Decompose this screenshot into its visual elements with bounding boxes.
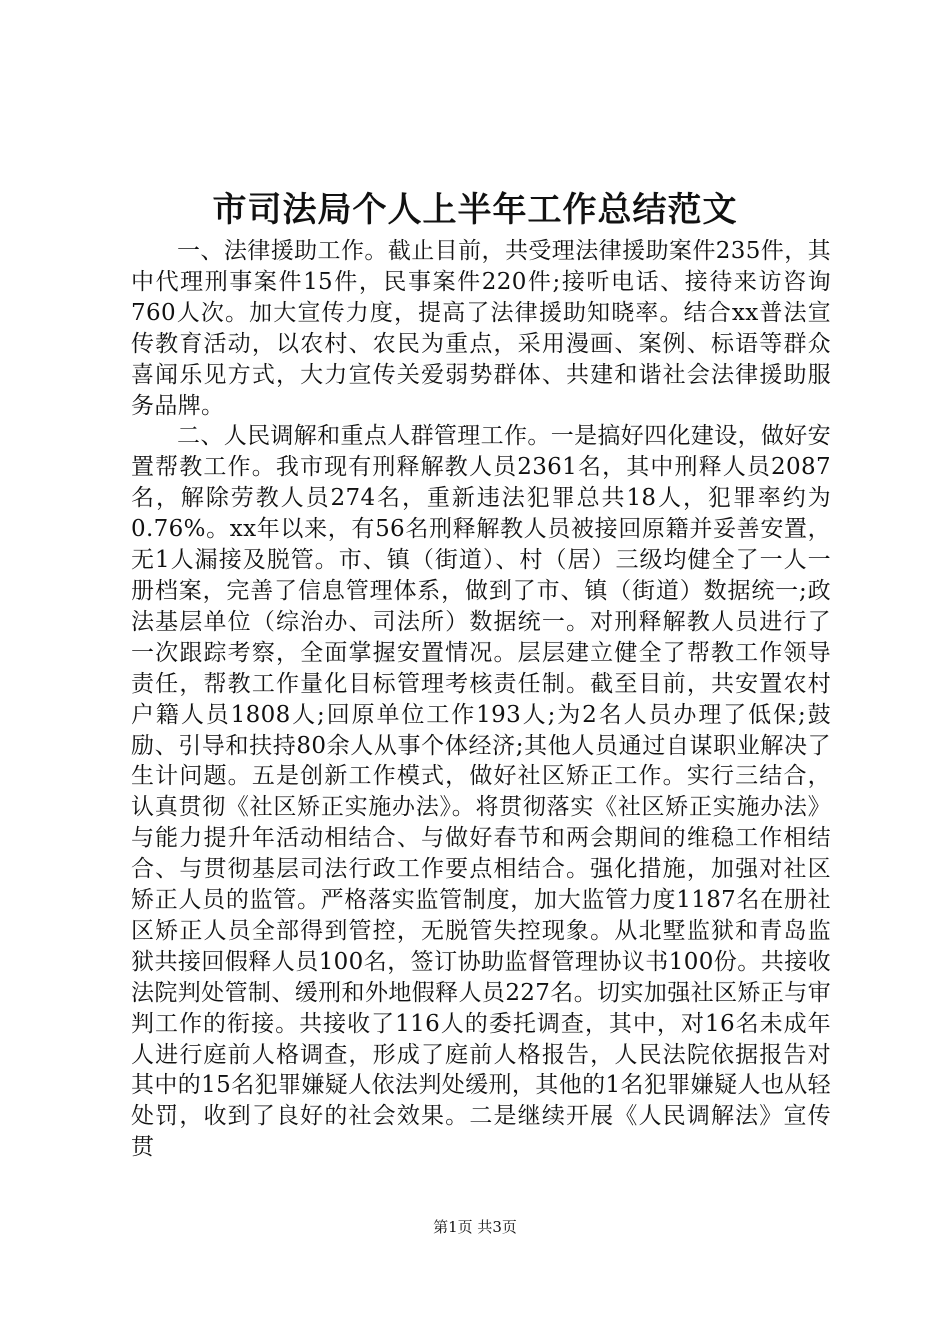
page-number-footer: 第1页 共3页 (433, 1218, 517, 1236)
document-body (131, 236, 831, 1163)
paragraph-legal-aid: 一、法律援助工作。截止目前，共受理法律援助案件235件，其中代理刑事案件15件，民事案件220件;接听电话、接待来访咨询760人次。加大宣传力度，提高了法律援助知晓率。结合xx普法宣传教育活动，以农村、农民为重点，采用漫画、案例、标语等群众喜闻乐见方式，大力宣传关爱弱势群体、共建和谐社会法律援助服务品牌。 (131, 238, 831, 419)
paragraph-mediation: 二、人民调解和重点人群管理工作。一是搞好四化建设，做好安置帮教工作。我市现有刑释解教人员2361名，其中刑释人员2087名，解除劳教人员274名，重新违法犯罪总共18人，犯罪率约为0.76%。xx年以来，有56名刑释解教人员被接回原籍并妥善安置，无1人漏接及脱管。市、镇（街道）、村（居）三级均健全了一人一册档案，完善了信息管理体系，做到了市、镇（街道）数据统一;政法基层单位（综治办、司法所）数据统一。对刑释解教人员进行了一次跟踪考察，全面掌握安置情况。层层建立健全了帮教工作领导责任，帮教工作量化目标管理考核责任制。截至目前，共安置农村户籍人员1808人;回原单位工作193人;为2名人员办理了低保;鼓励、引导和扶持80余人从事个体经济;其他人员通过自谋职业解决了生计问题。五是创新工作模式，做好社区矫正工作。实行三结合，认真贯彻《社区矫正实施办法》。将贯彻落实《社区矫正实施办法》与能力提升年活动相结合、与做好春节和两会期间的维稳工作相结合、与贯彻基层司法行政工作要点相结合。强化措施，加强对社区矫正人员的监管。严格落实监管制度，加大监管力度1187名在册社区矫正人员全部得到管控，无脱管失控现象。从北墅监狱和青岛监狱共接回假释人员100名，签订协助监督管理协议书100份。共接收法院判处管制、缓刑和外地假释人员227名。切实加强社区矫正与审判工作的衔接。共接收了116人的委托调查，其中，对16名未成年人进行庭前人格调查，形成了庭前人格报告，人民法院依据报告对其中的15名犯罪嫌疑人依法判处缓刑，其他的1名犯罪嫌疑人也从轻处罚，收到了良好的社会效果。二是继续开展《人民调解法》宣传贯 (131, 423, 831, 1161)
document-title: 市司法局个人上半年工作总结范文 (212, 190, 738, 230)
